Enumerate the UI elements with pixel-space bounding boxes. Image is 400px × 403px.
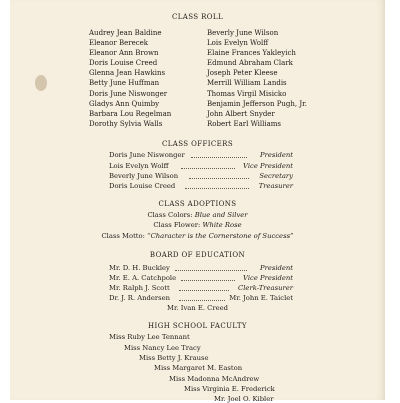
board-row (109, 263, 293, 273)
class-colors-label: Class Colors: (147, 211, 193, 219)
leader-dots (175, 270, 247, 271)
roll-name: Betty June Huffman (89, 79, 160, 88)
board-member-name: Mr. Ralph J. Scott (109, 284, 170, 292)
roll-name: John Albert Snyder (207, 109, 275, 118)
roll-name: Eleanor Berecek (89, 39, 149, 48)
faculty-member: Miss Madonna McAndrew (169, 375, 260, 383)
officer-row (109, 171, 293, 181)
roll-name: Elaine Frances Yakleyich (207, 49, 296, 58)
roll-name: Joseph Peter Kleese (207, 69, 278, 78)
leader-dots (191, 157, 247, 158)
officer-row (109, 161, 293, 171)
board-row (109, 273, 293, 283)
officer-name: Doris Louise Creed (109, 182, 176, 190)
roll-name: Doris Louise Creed (89, 59, 158, 68)
roll-name: Dorothy Sylvia Walls (89, 119, 163, 128)
class-roll-right-column (207, 28, 307, 129)
roll-name: Thomas Virgil Misicko (207, 89, 287, 98)
faculty-member: Miss Nancy Lee Tracy (124, 344, 201, 352)
officer-role: President (260, 151, 293, 159)
class-adoptions-title: CLASS ADOPTIONS (158, 200, 237, 208)
officer-name: Lois Evelyn Wolff (109, 162, 169, 170)
leader-dots (179, 300, 225, 301)
roll-name: Edmund Abraham Clark (207, 59, 293, 68)
roll-name: Doris June Niswonger (89, 89, 168, 98)
leader-dots (181, 168, 235, 169)
roll-name: Glenna Jean Hawkins (89, 69, 166, 78)
officer-role: Vice President (243, 162, 293, 170)
leader-dots (189, 178, 249, 179)
roll-name: Beverly June Wilson (207, 29, 279, 37)
roll-name: Merrill William Landis (207, 79, 287, 88)
leader-dots (185, 188, 249, 189)
paper-stain (35, 75, 47, 91)
officer-role: Secretary (259, 172, 293, 180)
class-flower-label: Class Flower: (153, 221, 201, 229)
class-colors-line (10, 211, 385, 219)
faculty-title: HIGH SCHOOL FACULTY (148, 322, 247, 330)
class-roll-title: CLASS ROLL (171, 13, 224, 21)
board-row (109, 293, 293, 303)
class-motto-value: “Character is the Cornerstone of Success” (147, 232, 294, 240)
board-row (109, 283, 293, 293)
officer-row (109, 181, 293, 191)
roll-name: Benjamin Jefferson Pugh, Jr. (207, 99, 307, 108)
class-flower-line (10, 221, 385, 229)
class-colors-value: Blue and Silver (194, 211, 248, 219)
leader-dots (179, 290, 229, 291)
board-member-role: President (260, 264, 293, 272)
faculty-member: Mr. Joel O. Kibler (214, 395, 274, 403)
board-member-name: Mr. John E. Taiclet (229, 294, 293, 302)
faculty-member: Miss Ruby Lee Tennant (109, 333, 190, 341)
board-of-education-title: BOARD OF EDUCATION (149, 251, 246, 259)
leader-dots (181, 280, 235, 281)
faculty-member: Miss Margaret M. Easton (154, 364, 243, 372)
class-flower-value: White Rose (202, 221, 242, 229)
board-member-name: Mr. E. A. Catchpole (109, 274, 177, 282)
board-member-role: Clerk-Treasurer (238, 284, 293, 292)
roll-name: Barbara Lou Regelman (89, 109, 172, 118)
class-motto-line (10, 232, 385, 240)
class-officers-title: CLASS OFFICERS (161, 140, 234, 148)
officer-name: Doris June Niswonger (109, 151, 185, 159)
class-roll-left-column (89, 28, 171, 129)
faculty-member: Miss Betty J. Krause (139, 354, 209, 362)
board-member-name: Mr. Ivan E. Creed (166, 304, 229, 312)
board-member-role: Vice President (243, 274, 293, 282)
faculty-member: Miss Virginia E. Frederick (184, 385, 275, 393)
roll-name: Eleanor Ann Brown (89, 49, 159, 58)
officer-role: Treasurer (258, 182, 293, 190)
board-member-name: Dr. J. R. Andersen (109, 294, 171, 302)
officer-name: Beverly June Wilson (109, 172, 179, 180)
roll-name: Lois Evelyn Wolff (207, 39, 269, 48)
officer-row (109, 150, 293, 160)
class-motto-label: Class Motto: (101, 232, 145, 240)
roll-name: Robert Earl Williams (207, 119, 282, 128)
roll-name: Audrey Jean Baldine (89, 29, 162, 37)
board-member-name: Mr. D. H. Buckley (109, 264, 170, 272)
roll-name: Gladys Ann Quimby (89, 99, 160, 108)
